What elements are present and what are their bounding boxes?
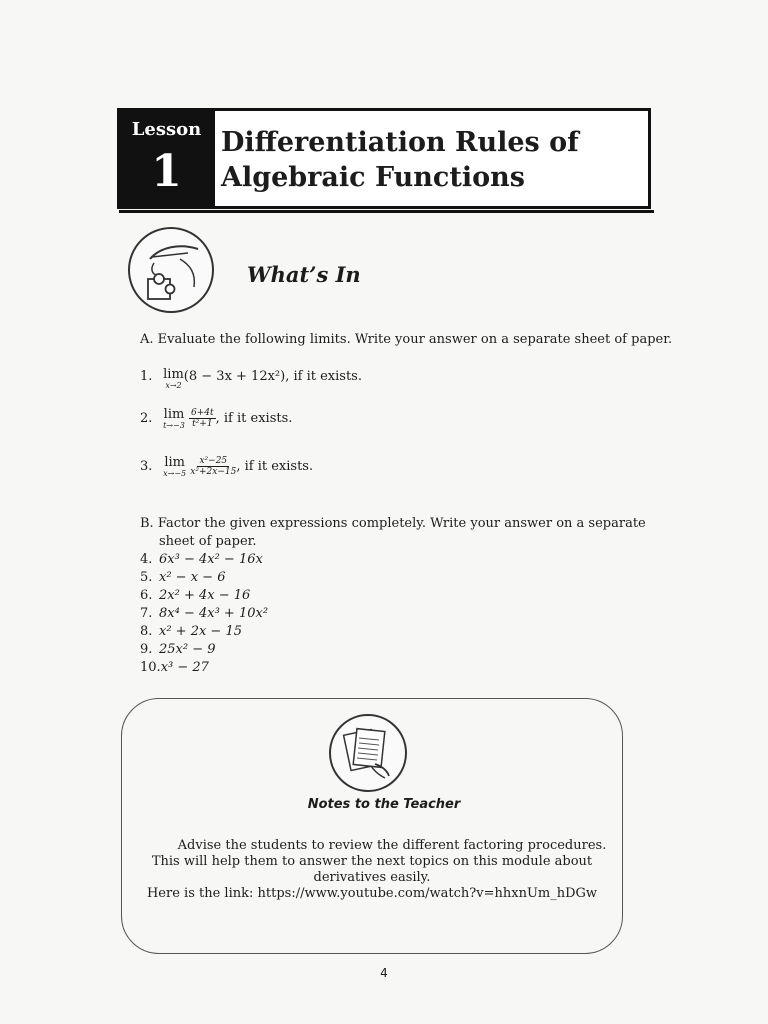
notes-line: Advise the students to review the different factoring procedures. bbox=[177, 838, 607, 853]
notes-body bbox=[121, 838, 623, 902]
list-item: 9. 25x² − 9 bbox=[140, 642, 216, 657]
item-number: 2. bbox=[140, 411, 153, 426]
fraction: $\frac{\text{x²−25}}{\text{x²+2x−15}}$ bbox=[190, 456, 237, 477]
limit-operator: lim x→2 bbox=[163, 367, 184, 390]
item-number: 1. bbox=[140, 369, 153, 384]
notes-link-line[interactable]: Here is the link: https://www.youtube.com/watch?v=hhxnUm_hDGw bbox=[146, 886, 598, 901]
list-item: 6. 2x² + 4x − 16 bbox=[140, 588, 251, 603]
list-item bbox=[140, 408, 292, 430]
notes-line: derivatives easily. bbox=[313, 870, 431, 885]
lesson-number: 1 bbox=[151, 146, 182, 197]
part-a-instruction: A. Evaluate the following limits. Write your answer on a separate sheet of paper. bbox=[140, 332, 673, 347]
lesson-title-line1: Differentiation Rules of bbox=[221, 127, 579, 158]
limit-operator: lim t→−3 bbox=[163, 407, 185, 430]
fraction: $\frac{6+4t}{\text{t²+1}}$ bbox=[191, 408, 214, 429]
lesson-title-line2: Algebraic Functions bbox=[221, 162, 525, 193]
lesson-header bbox=[117, 108, 651, 209]
page-number: 4 bbox=[380, 966, 388, 980]
limit-operator: lim x→−5 bbox=[163, 455, 187, 478]
item-tail: , if it exists. bbox=[236, 459, 314, 474]
item-number: 3. bbox=[140, 459, 153, 474]
notes-title: Notes to the Teacher bbox=[307, 797, 461, 812]
lesson-label: Lesson bbox=[131, 119, 202, 140]
list-item bbox=[140, 368, 362, 390]
lesson-tag bbox=[120, 111, 213, 206]
list-item: 10.x³ − 27 bbox=[140, 660, 209, 675]
notes-line: This will help them to answer the next topics on this module about bbox=[151, 854, 593, 869]
lesson-title bbox=[213, 111, 648, 206]
part-b-instruction-cont: sheet of paper. bbox=[159, 534, 257, 549]
list-item bbox=[140, 456, 313, 478]
part-b-instruction: B. Factor the given expressions completely. Write your answer on a separate bbox=[140, 516, 646, 531]
puzzle-piece-hand-icon bbox=[128, 227, 214, 313]
item-tail: , if it exists. bbox=[215, 411, 293, 426]
section-title: What’s In bbox=[247, 262, 361, 287]
list-item: 7. 8x⁴ − 4x³ + 10x² bbox=[140, 606, 269, 621]
list-item: 8. x² + 2x − 15 bbox=[140, 624, 243, 639]
list-item: 5. x² − x − 6 bbox=[140, 570, 226, 585]
papers-hand-icon bbox=[329, 714, 407, 792]
list-item: 4. 6x³ − 4x² − 16x bbox=[140, 552, 263, 567]
item-expression: (8 − 3x + 12x²), if it exists. bbox=[183, 369, 362, 384]
